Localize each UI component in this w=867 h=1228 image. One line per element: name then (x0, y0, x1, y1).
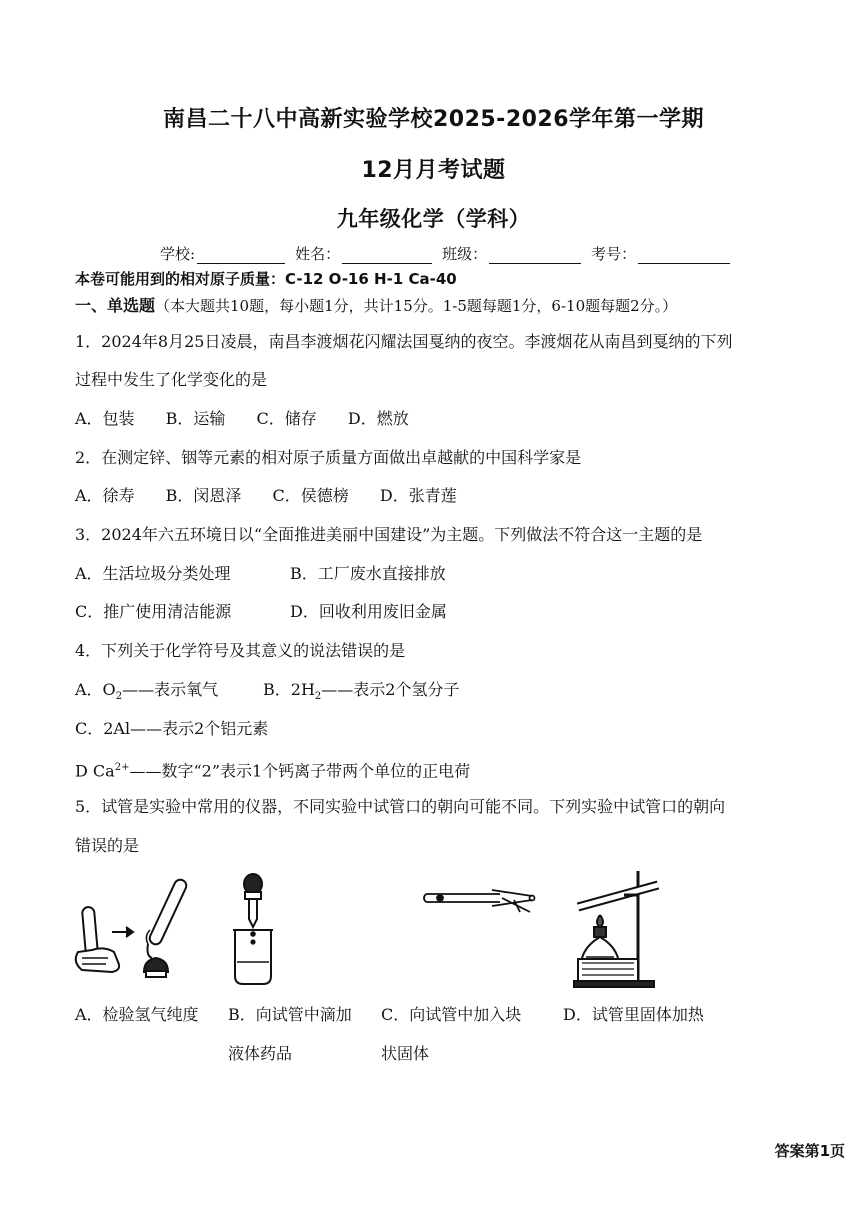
figure-d-caption[interactable]: D．试管里固体加热 (563, 1005, 704, 1024)
q4-a-text: A．O (75, 680, 116, 699)
q3-option-b[interactable]: B．工厂废水直接排放 (290, 564, 446, 583)
q4-d-sup: 2+ (114, 762, 130, 773)
q2-stem: 2．在测定锌、铟等元素的相对原子质量方面做出卓越献的中国科学家是 (75, 448, 582, 467)
q1-option-b[interactable]: B．运输 (165, 409, 226, 428)
q5-stem-line2: 错误的是 (75, 836, 140, 855)
subject-title: 九年级化学（学科） (336, 207, 531, 231)
q2-option-d[interactable]: D．张青莲 (379, 486, 457, 505)
q3-options-row1 (75, 563, 446, 585)
exam-title: 南昌二十八中高新实验学校2025-2026学年第一学期 (162, 107, 705, 132)
q4-b-sub: 2 (314, 691, 322, 703)
q2-option-b[interactable]: B．闵恩泽 (165, 486, 242, 505)
q4-a-sub: 2 (115, 691, 123, 703)
q3-option-c[interactable]: C．推广使用清洁能源 (75, 602, 232, 621)
q4-b-meaning: ——表示2个氢分子 (321, 680, 460, 699)
q4-options-row1 (75, 679, 459, 708)
figure-d-heating-solid (560, 865, 670, 990)
q4-option-d[interactable] (75, 757, 470, 782)
page-footer: 答案第1页 (774, 1142, 845, 1160)
name-label: 姓名： (295, 245, 341, 263)
class-label: 班级： (442, 245, 488, 263)
q1-stem-line1: 1．2024年8月25日凌晨，南昌李渡烟花闪耀法国戛纳的夜空。李渡烟花从南昌到戛纳的下列 (75, 332, 733, 351)
figure-c-caption-line2: 状固体 (381, 1044, 430, 1063)
section-note: （本大题共10题，每小题1分，共计15分。1-5题每题1分，6-10题每题2分。） (155, 297, 678, 315)
q4-b-text: B．2H (263, 680, 315, 699)
q4-d-meaning: ——数字“2”表示1个钙离子带两个单位的正电荷 (129, 761, 471, 781)
q4-d-text: D Ca (75, 761, 115, 781)
q1-option-a[interactable]: A．包装 (75, 409, 135, 428)
student-info-row (160, 243, 740, 264)
q1-stem-line2: 过程中发生了化学变化的是 (75, 370, 268, 389)
section-title: 一、单选题 (75, 296, 156, 315)
number-field[interactable] (638, 247, 730, 264)
class-field[interactable] (489, 247, 581, 264)
q4-option-b[interactable] (263, 680, 460, 703)
figure-c-horizontal-tube (420, 880, 550, 920)
exam-subtitle: 12月月考试题 (361, 158, 506, 183)
q3-options-row2 (75, 601, 447, 623)
figure-b-caption-line2: 液体药品 (228, 1044, 293, 1063)
section-heading (75, 295, 677, 317)
school-label: 学校: (160, 245, 196, 263)
q5-stem-line1: 5．试管是实验中常用的仪器，不同实验中试管口的朝向可能不同。下列实验中试管口的朝向 (75, 797, 726, 816)
q3-option-d[interactable]: D．回收利用废旧金属 (290, 602, 447, 621)
q4-option-a[interactable] (75, 679, 263, 708)
q4-a-meaning: ——表示氧气 (122, 680, 219, 699)
q4-option-c[interactable]: C．2Al——表示2个铝元素 (75, 719, 269, 738)
q3-stem: 3．2024年六五环境日以“全面推进美丽中国建设”为主题。下列做法不符合这一主题的是 (75, 525, 703, 544)
figure-a-caption[interactable]: A．检验氢气纯度 (75, 1005, 199, 1024)
q1-option-c[interactable]: C．储存 (256, 409, 317, 428)
q2-option-a[interactable]: A．徐寿 (75, 486, 135, 505)
figure-b-dropper (225, 872, 285, 987)
q3-option-a[interactable]: A．生活垃圾分类处理 (75, 564, 231, 583)
school-field[interactable] (197, 247, 285, 264)
q2-options (75, 485, 483, 507)
q4-stem: 4．下列关于化学符号及其意义的说法错误的是 (75, 641, 406, 660)
figure-c-caption-line1[interactable]: C．向试管中加入块 (381, 1005, 522, 1024)
q1-options (75, 408, 435, 430)
q1-option-d[interactable]: D．燃放 (347, 409, 409, 428)
name-field[interactable] (342, 247, 432, 264)
atomic-mass-note: 本卷可能用到的相对原子质量：C-12 O-16 H-1 Ca-40 (75, 270, 457, 288)
q2-option-c[interactable]: C．侯德榜 (272, 486, 349, 505)
figure-b-caption-line1[interactable]: B．向试管中滴加 (228, 1005, 352, 1024)
figure-a-hydrogen-purity-test (70, 872, 200, 987)
number-label: 考号： (591, 245, 637, 263)
